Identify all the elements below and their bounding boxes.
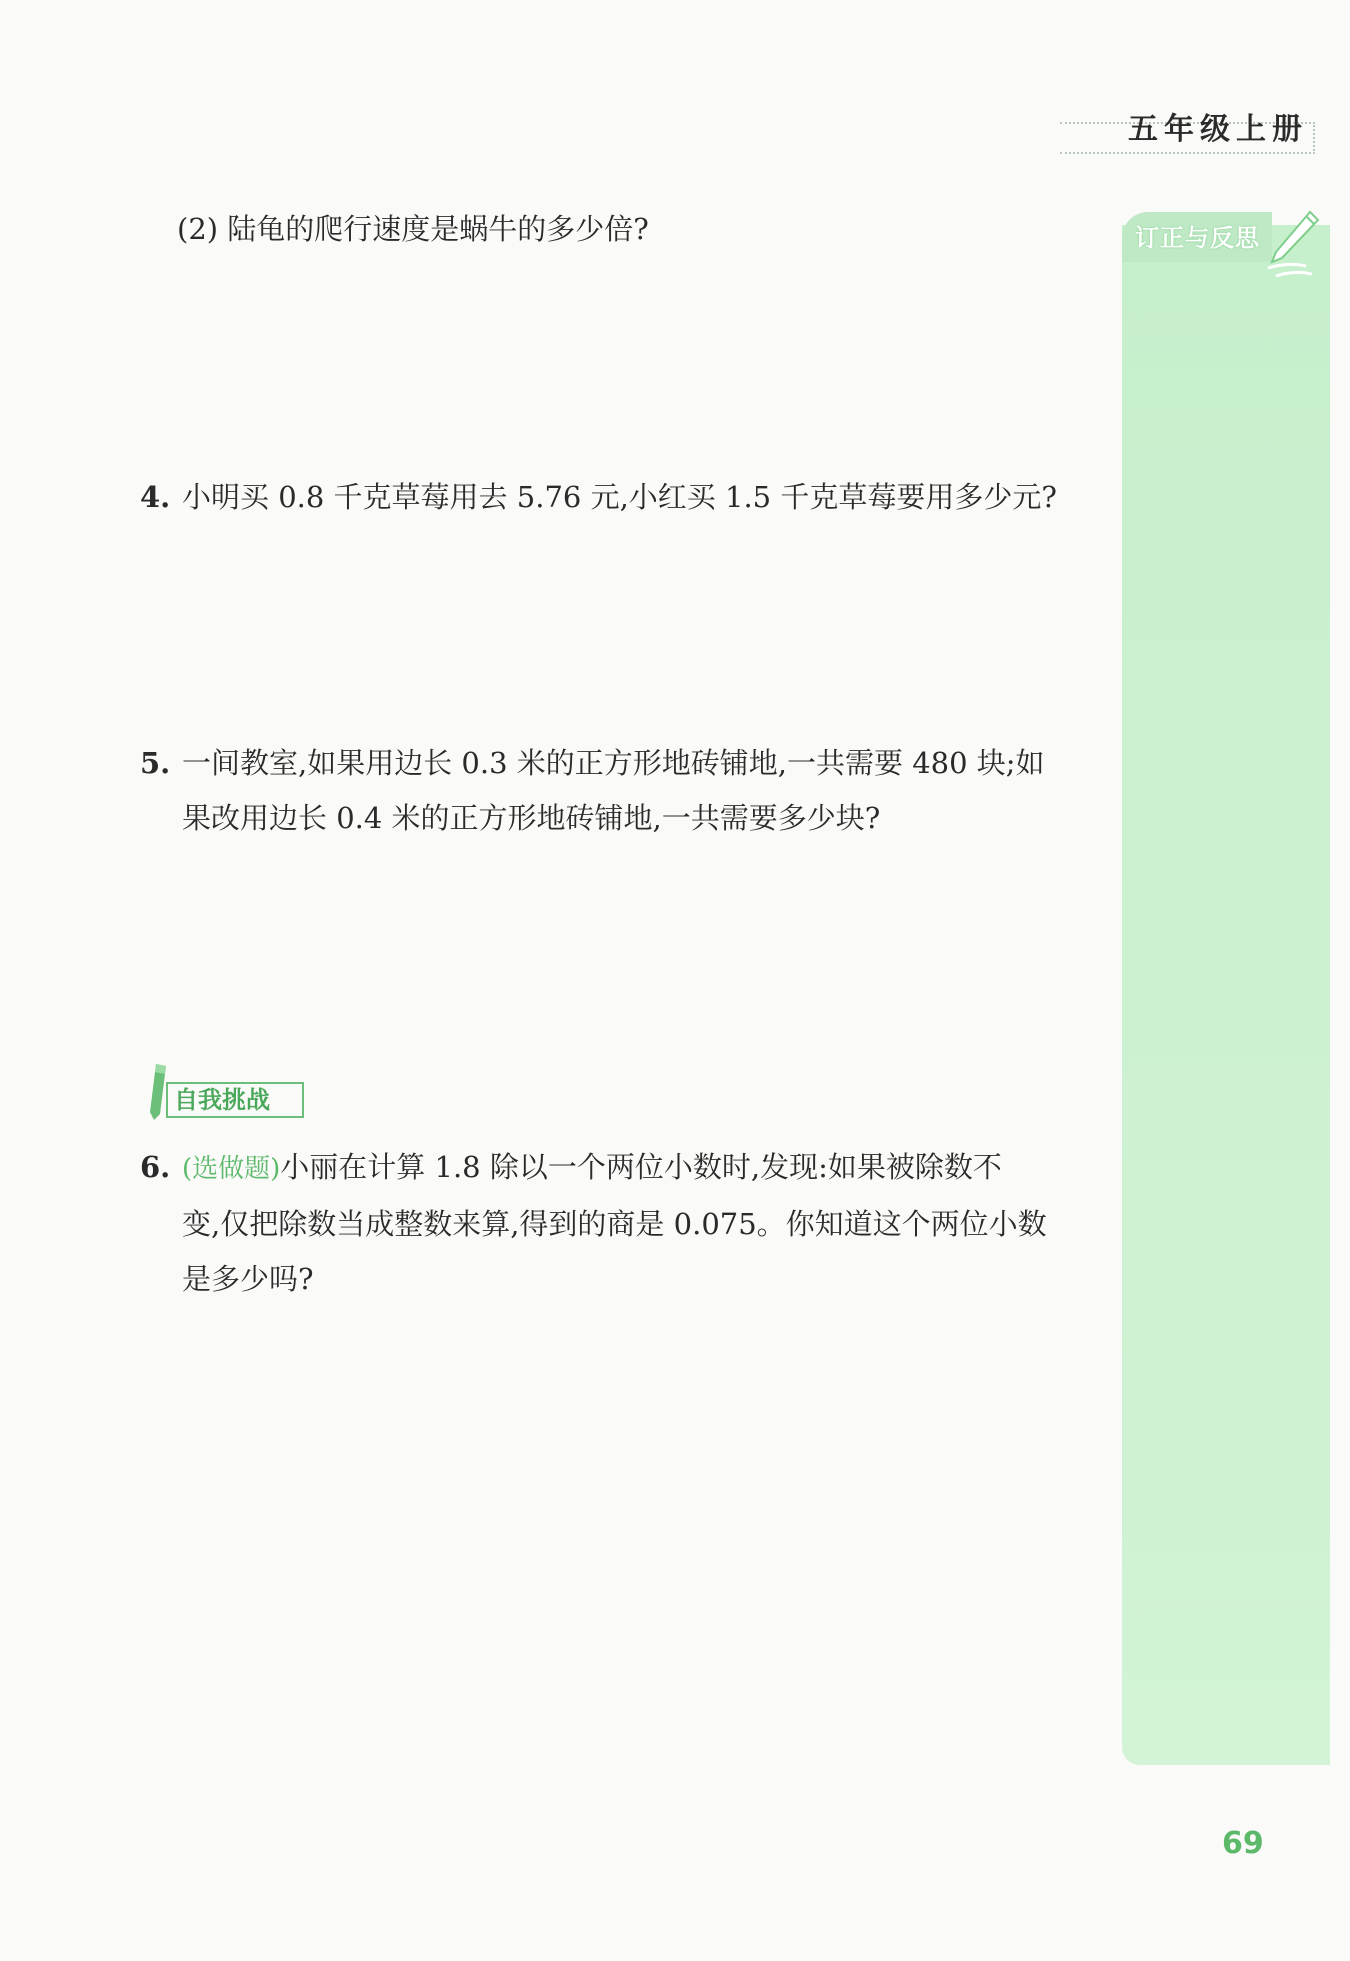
correction-column [1122, 225, 1330, 1765]
correction-column-title: 订正与反思 [1135, 224, 1260, 252]
question-text-line-1: 一间教室,如果用边长 0.3 米的正方形地砖铺地,一共需要 480 块;如 [182, 746, 1045, 780]
question-4 [140, 470, 1057, 525]
question-3-part-2: (2) 陆龟的爬行速度是蜗牛的多少倍? [177, 212, 649, 246]
question-6 [140, 1140, 1047, 1307]
page-number: 69 [1222, 1826, 1264, 1861]
question-number: 6. [140, 1150, 171, 1184]
question-text: 小明买 0.8 千克草莓用去 5.76 元,小红买 1.5 千克草莓要用多少元? [182, 480, 1057, 514]
optional-tag: (选做题) [182, 1154, 281, 1184]
grade-label: 五年级上册 [1128, 112, 1308, 147]
question-number: 5. [140, 746, 171, 780]
question-text-line-1: 小丽在计算 1.8 除以一个两位小数时,发现:如果被除数不 [280, 1150, 1002, 1184]
question-5 [140, 736, 1045, 846]
question-text-line-2: 果改用边长 0.4 米的正方形地砖铺地,一共需要多少块? [182, 801, 881, 835]
question-text-line-3: 是多少吗? [182, 1262, 314, 1296]
challenge-label: 自我挑战 [166, 1082, 304, 1118]
question-text-line-2: 变,仅把除数当成整数来算,得到的商是 0.075。你知道这个两位小数 [182, 1207, 1047, 1241]
pen-icon [1262, 208, 1322, 284]
question-number: 4. [140, 480, 171, 514]
